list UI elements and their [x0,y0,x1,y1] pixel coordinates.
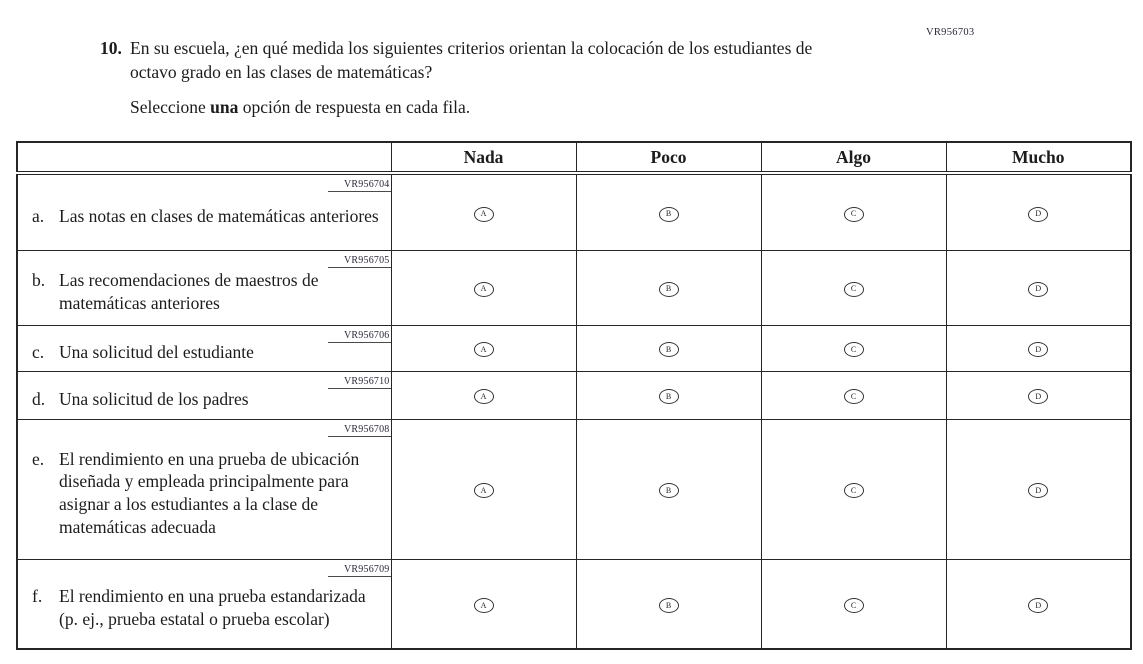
option-d-mucho[interactable] [946,371,1131,419]
option-a-nada[interactable] [391,173,576,250]
answer-bubble-icon: C [844,207,864,222]
option-a-poco[interactable] [576,173,761,250]
row-label: Una solicitud de los padres [59,388,249,409]
answer-bubble-icon: A [474,389,494,404]
instruction-bold-word: una [210,97,239,118]
header-poco: Poco [576,142,761,173]
table-row-b [17,250,1131,325]
response-matrix-table [16,141,1132,650]
option-b-mucho[interactable] [946,250,1131,325]
row-label-cell [17,419,391,559]
answer-bubble-icon: D [1028,207,1048,222]
option-d-nada[interactable] [391,371,576,419]
header-mucho: Mucho [946,142,1131,173]
option-f-poco[interactable] [576,559,761,649]
question-text: En su escuela, ¿en qué medida los siguientes criterios orientan la colocación de los estudiantes de octavo grado en las clases de matemáticas? [130,38,813,83]
item-code: VR956704 [328,178,391,192]
option-f-nada[interactable] [391,559,576,649]
row-label-cell [17,325,391,371]
option-f-mucho[interactable] [946,559,1131,649]
row-label: El rendimiento en una prueba estandarizada (p. ej., prueba estatal o prueba escolar) [59,586,366,629]
item-code: VR956709 [328,563,391,577]
header-algo: Algo [761,142,946,173]
option-d-algo[interactable] [761,371,946,419]
answer-bubble-icon: B [659,598,679,613]
table-row-a [17,173,1131,250]
answer-bubble-icon: C [844,483,864,498]
item-code: VR956706 [328,329,391,343]
answer-bubble-icon: C [844,389,864,404]
table-row-e [17,419,1131,559]
item-code: VR956708 [328,423,391,437]
table-row-d [17,371,1131,419]
row-letter: f. [32,586,43,606]
answer-bubble-icon: B [659,342,679,357]
row-label: El rendimiento en una prueba de ubicación diseñada y empleada principalmente para asignar a los estudiantes a la clase de matemáticas adecuada [59,448,360,537]
row-label-cell [17,173,391,250]
option-e-poco[interactable] [576,419,761,559]
header-row [17,142,1131,173]
option-a-mucho[interactable] [946,173,1131,250]
answer-bubble-icon: C [844,342,864,357]
row-label: Una solicitud del estudiante [59,341,254,362]
option-c-mucho[interactable] [946,325,1131,371]
question-block [100,36,860,118]
answer-bubble-icon: A [474,207,494,222]
row-letter: d. [32,388,46,409]
answer-bubble-icon: A [474,282,494,297]
row-letter: e. [32,448,45,469]
option-d-poco[interactable] [576,371,761,419]
answer-bubble-icon: B [659,483,679,498]
option-c-nada[interactable] [391,325,576,371]
table-row-c [17,325,1131,371]
item-code: VR956710 [328,375,391,389]
answer-bubble-icon: D [1028,342,1048,357]
form-code: VR956703 [926,27,975,38]
answer-bubble-icon: C [844,598,864,613]
option-f-algo[interactable] [761,559,946,649]
option-b-poco[interactable] [576,250,761,325]
header-nada: Nada [391,142,576,173]
option-e-algo[interactable] [761,419,946,559]
answer-bubble-icon: B [659,282,679,297]
option-c-poco[interactable] [576,325,761,371]
answer-bubble-icon: A [474,342,494,357]
answer-bubble-icon: C [844,282,864,297]
row-label-cell [17,371,391,419]
row-label-cell [17,559,391,649]
answer-bubble-icon: B [659,389,679,404]
row-label: Las notas en clases de matemáticas anteriores [59,205,379,226]
instruction-prefix: Seleccione [130,97,211,118]
row-label: Las recomendaciones de maestros de matemáticas anteriores [59,269,319,313]
option-c-algo[interactable] [761,325,946,371]
row-letter: c. [32,341,45,362]
row-letter: b. [32,269,46,290]
instruction-suffix: opción de respuesta en cada fila. [238,97,471,118]
question-instruction [130,97,860,118]
row-label-cell [17,250,391,325]
answer-bubble-icon: D [1028,389,1048,404]
option-e-mucho[interactable] [946,419,1131,559]
option-b-algo[interactable] [761,250,946,325]
option-b-nada[interactable] [391,250,576,325]
answer-bubble-icon: D [1028,598,1048,613]
question-number: 10. [100,38,122,58]
table-row-f [17,559,1131,649]
option-a-algo[interactable] [761,173,946,250]
header-empty-cell [17,142,391,173]
answer-bubble-icon: D [1028,282,1048,297]
answer-bubble-icon: B [659,207,679,222]
answer-bubble-icon: D [1028,483,1048,498]
answer-bubble-icon: A [474,598,494,613]
row-letter: a. [32,205,45,226]
option-e-nada[interactable] [391,419,576,559]
answer-bubble-icon: A [474,483,494,498]
item-code: VR956705 [328,254,391,268]
